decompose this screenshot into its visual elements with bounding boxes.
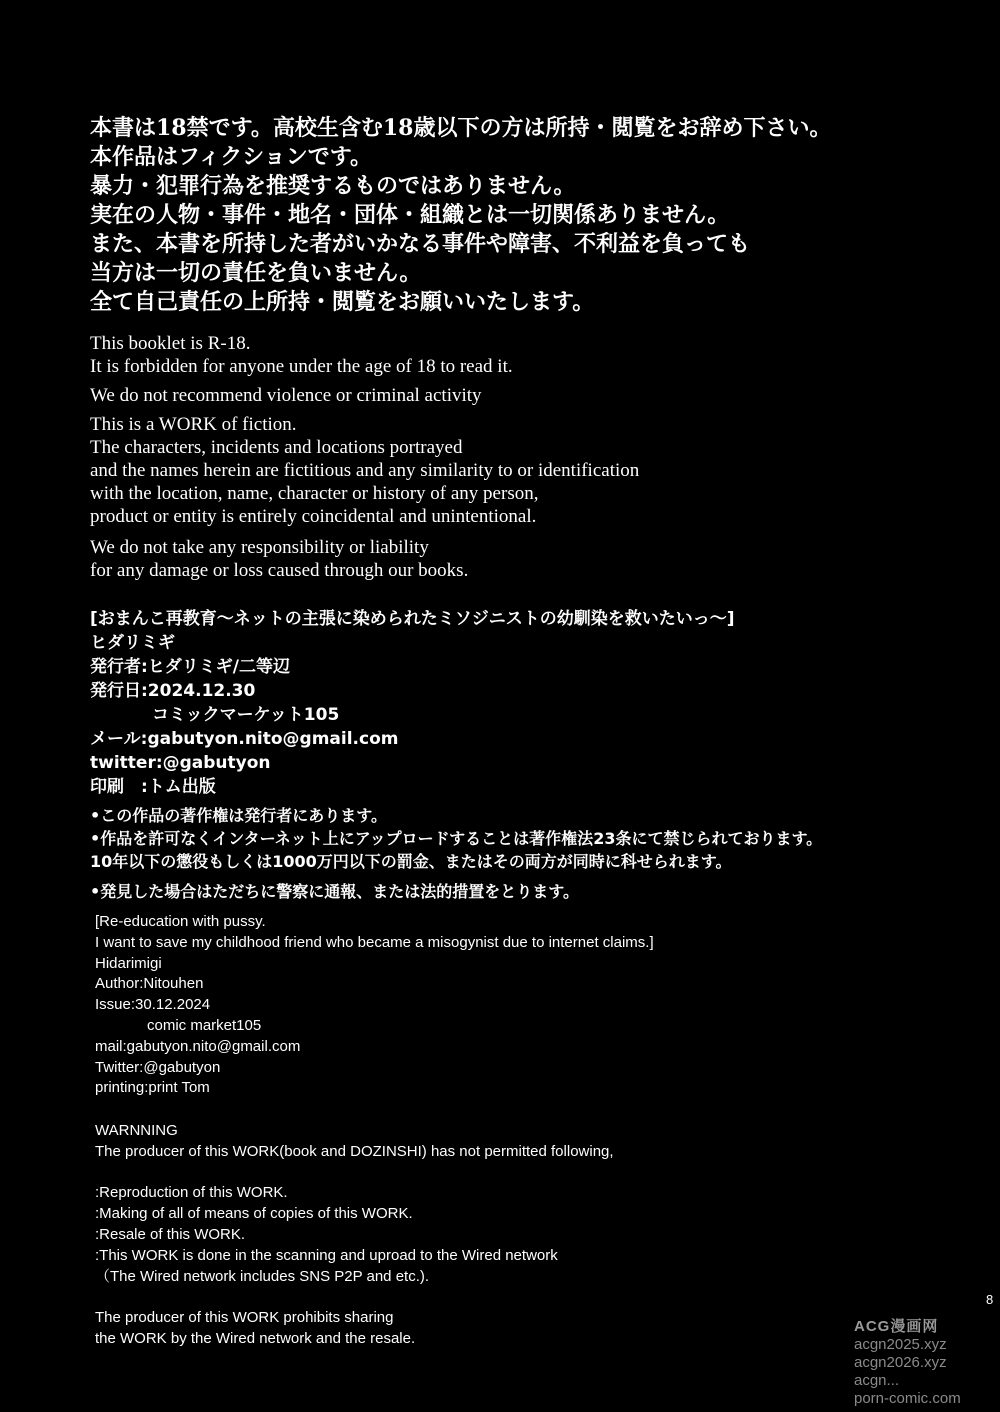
author-en: Author:Nitouhen [95, 975, 204, 993]
jp-disclaimer-line: 全て自己責任の上所持・閲覧をお願いいたします。 [90, 289, 595, 315]
rights-line: •発見した場合はただちに警察に通報、または法的措置をとります。 [90, 882, 579, 901]
watermark-url: acgn... [854, 1372, 900, 1389]
rights-line: •この作品の著作権は発行者にあります。 [90, 806, 387, 825]
issue-en: Issue:30.12.2024 [95, 996, 211, 1014]
printing-jp: 印刷 :トム出版 [90, 777, 216, 797]
event-en: comic market105 [147, 1016, 262, 1034]
rights-line: 10年以下の懲役もしくは1000万円以下の罰金、またはその両方が同時に科せられます。 [90, 852, 732, 871]
jp-disclaimer-line: また、本書を所持した者がいかなる事件や障害、不利益を負っても [90, 231, 751, 257]
en-disclaimer-line: and the names herein are fictitious and any similarity to or identification [90, 460, 640, 481]
warning-closing: the WORK by the Wired network and the resale. [95, 1329, 416, 1347]
watermark-brand: ACG漫画网 [854, 1318, 939, 1335]
blank-line [95, 1163, 614, 1184]
jp-disclaimer [90, 114, 831, 317]
jp-disclaimer-line: 当方は一切の責任を負いません。 [90, 260, 422, 286]
rights-notice-jp [90, 804, 822, 873]
circle-name-jp: ヒダリミギ [90, 633, 175, 653]
en-disclaimer-liability [90, 536, 468, 582]
jp-disclaimer-line: 本書は18禁です。高校生含む18歳以下の方は所持・閲覧をお辞め下さい。 [90, 115, 832, 141]
en-disclaimer-age [90, 332, 513, 378]
warning-heading: WARNNING [95, 1122, 178, 1139]
en-disclaimer-fiction [90, 413, 639, 528]
en-disclaimer-line: This booklet is R-18. [90, 333, 251, 354]
jp-disclaimer-line: 実在の人物・事件・地名・団体・組織とは一切関係ありません。 [90, 202, 730, 228]
rights-line: •作品を許可なくインターネット上にアップロードすることは著作権法23条にて禁じられております。 [90, 829, 823, 848]
warning-closing: The producer of this WORK prohibits sharing [95, 1309, 394, 1327]
en-disclaimer-line: product or entity is entirely coincidental and unintentional. [90, 506, 537, 527]
en-disclaimer-violence [90, 384, 482, 407]
watermark-url: porn-comic.com [854, 1390, 961, 1407]
watermark-url: acgn2025.xyz [854, 1336, 947, 1353]
publisher-jp: 発行者:ヒダリミギ/二等辺 [90, 657, 291, 677]
warning-item: :Resale of this WORK. [95, 1225, 246, 1243]
warning-intro: The producer of this WORK(book and DOZINSHI) has not permitted following, [95, 1142, 614, 1160]
mail-jp: メール:gabutyon.nito@gmail.com [90, 729, 399, 749]
en-disclaimer-line: This is a WORK of fiction. [90, 414, 297, 435]
book-title-en: I want to save my childhood friend who became a misogynist due to internet claims.] [95, 933, 654, 951]
page-number: 8 [986, 1292, 994, 1307]
twitter-jp: twitter:@gabutyon [90, 753, 271, 773]
issue-date-jp: 発行日:2024.12.30 [90, 681, 256, 701]
warning-item: :Making of all of means of copies of this WORK. [95, 1205, 413, 1223]
jp-disclaimer-line: 本作品はフィクションです。 [90, 144, 373, 170]
en-disclaimer-line: We do not take any responsibility or liability [90, 537, 429, 558]
warning-en [95, 1121, 614, 1350]
rights-notice-jp-report [90, 880, 579, 903]
en-disclaimer-line: for any damage or loss caused through our books. [90, 560, 469, 581]
mail-en: mail:gabutyon.nito@gmail.com [95, 1037, 301, 1055]
jp-disclaimer-line: 暴力・犯罪行為を推奨するものではありません。 [90, 173, 576, 199]
colophon-jp [90, 607, 735, 799]
en-disclaimer-line: It is forbidden for anyone under the age of 18 to read it. [90, 356, 513, 377]
en-disclaimer-line: The characters, incidents and locations portrayed [90, 437, 463, 458]
printing-en: printing:print Tom [95, 1079, 210, 1097]
book-title-jp: [おまんこ再教育〜ネットの主張に染められたミソジニストの幼馴染を救いたいっ〜] [90, 609, 735, 629]
circle-name-en: Hidarimigi [95, 954, 162, 972]
blank-line [95, 1287, 614, 1308]
event-jp: コミックマーケット105 [152, 705, 340, 725]
twitter-en: Twitter:@gabutyon [95, 1058, 221, 1076]
warning-item: （The Wired network includes SNS P2P and etc.). [95, 1267, 430, 1285]
site-watermark [854, 1318, 961, 1408]
warning-item: :This WORK is done in the scanning and uproad to the Wired network [95, 1246, 558, 1264]
en-disclaimer-line: We do not recommend violence or criminal activity [90, 385, 482, 406]
book-title-en: [Re-education with pussy. [95, 913, 266, 930]
warning-item: :Reproduction of this WORK. [95, 1184, 288, 1202]
colophon-en [95, 912, 654, 1099]
en-disclaimer-line: with the location, name, character or history of any person, [90, 483, 539, 504]
watermark-url: acgn2026.xyz [854, 1354, 947, 1371]
